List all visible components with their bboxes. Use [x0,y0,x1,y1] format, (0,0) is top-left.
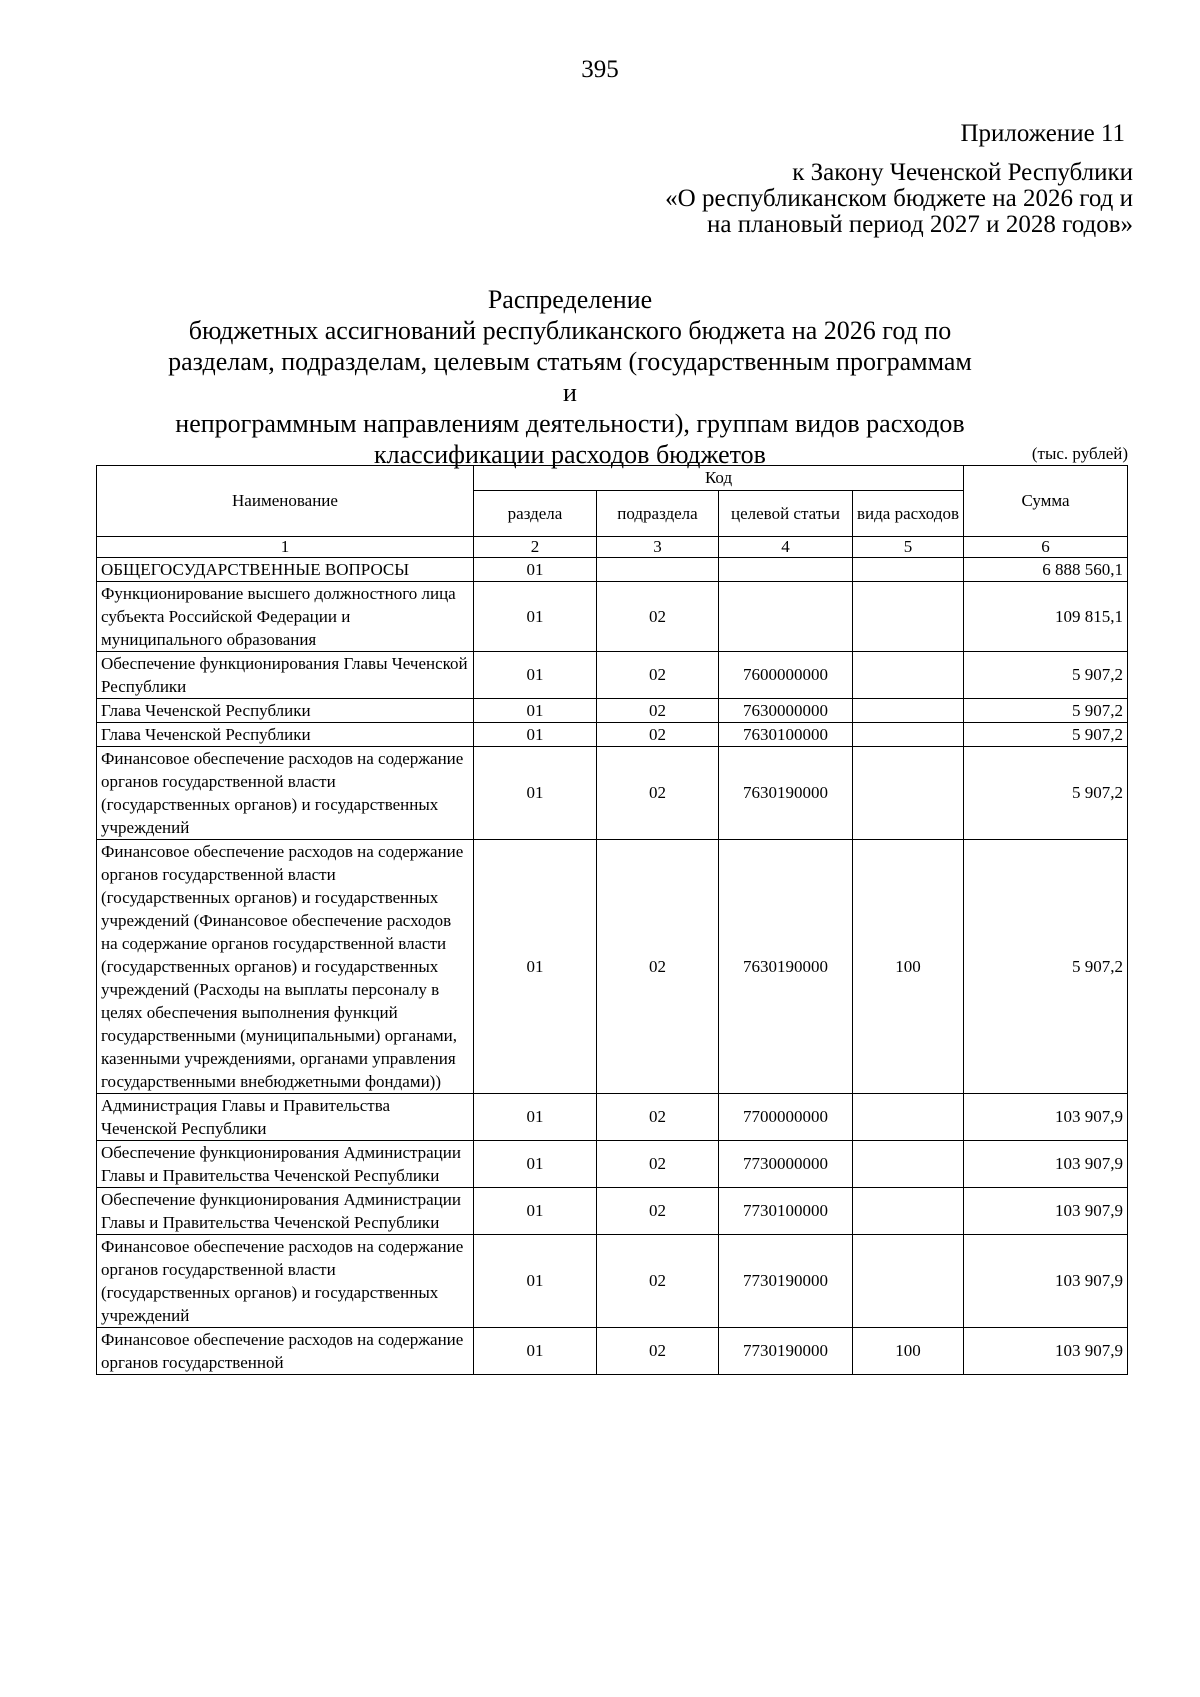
row-vid-rashodov [853,747,964,840]
row-celevoy-statya: 7630190000 [719,747,853,840]
row-vid-rashodov [853,558,964,582]
table-row [97,1141,1128,1188]
row-vid-rashodov [853,1235,964,1328]
row-vid-rashodov [853,723,964,747]
row-razdel: 01 [474,652,597,699]
row-vid-rashodov [853,699,964,723]
title-line: разделам, подразделам, целевым статьям (государственным программам и [168,347,972,407]
title-line: Распределение [487,285,653,314]
table-row [97,582,1128,652]
row-name: Финансовое обеспечение расходов на содержание органов государственной власти (государственных органов) и государственных учреждений (Финансовое обеспечение расходов на содержание органов государственной власти (государственных органов) и государственных учреждений (Расходы на выплаты персоналу в целях обеспечения выполнения функций государственными (муниципальными) органами, казенными учреждениями, органами управления государственными внебюджетными фондами)) [97,840,474,1094]
row-summa: 109 815,1 [964,582,1128,652]
row-podrazdel: 02 [597,1094,719,1141]
row-podrazdel: 02 [597,652,719,699]
row-name: Обеспечение функционирования Администрации Главы и Правительства Чеченской Республики [97,1188,474,1235]
row-podrazdel: 02 [597,723,719,747]
row-name: Обеспечение функционирования Администрации Главы и Правительства Чеченской Республики [97,1141,474,1188]
table-row [97,1188,1128,1235]
row-podrazdel: 02 [597,1328,719,1375]
row-summa: 5 907,2 [964,699,1128,723]
table-row [97,652,1128,699]
row-summa: 103 907,9 [964,1328,1128,1375]
row-podrazdel: 02 [597,582,719,652]
row-razdel: 01 [474,723,597,747]
header-name: Наименование [97,466,474,537]
row-summa: 103 907,9 [964,1094,1128,1141]
table-row [97,1235,1128,1328]
row-podrazdel [597,558,719,582]
table-row [97,723,1128,747]
row-vid-rashodov [853,1094,964,1141]
title-line: классификации расходов бюджетов [374,440,766,469]
row-razdel: 01 [474,747,597,840]
annex-label: Приложение 11 [960,120,1125,147]
header-celevoy: целевой статьи [719,491,853,537]
law-reference [665,160,1133,238]
row-vid-rashodov: 100 [853,1328,964,1375]
row-celevoy-statya: 7700000000 [719,1094,853,1141]
row-podrazdel: 02 [597,1235,719,1328]
row-razdel: 01 [474,1328,597,1375]
table-row [97,747,1128,840]
column-number: 6 [964,537,1128,558]
row-name: Финансовое обеспечение расходов на содержание органов государственной [97,1328,474,1375]
row-name: ОБЩЕГОСУДАРСТВЕННЫЕ ВОПРОСЫ [97,558,474,582]
row-name: Финансовое обеспечение расходов на содержание органов государственной власти (государственных органов) и государственных учреждений [97,747,474,840]
header-razdel: раздела [474,491,597,537]
table-body [97,537,1128,1375]
row-name: Администрация Главы и Правительства Чеченской Республики [97,1094,474,1141]
row-summa: 103 907,9 [964,1141,1128,1188]
page-number: 395 [581,56,619,83]
column-number: 4 [719,537,853,558]
row-name: Обеспечение функционирования Главы Чеченской Республики [97,652,474,699]
column-number: 2 [474,537,597,558]
row-vid-rashodov [853,582,964,652]
document-title [160,284,980,470]
law-line: к Закону Чеченской Республики [792,159,1133,186]
row-razdel: 01 [474,840,597,1094]
row-celevoy-statya: 7630190000 [719,840,853,1094]
row-celevoy-statya: 7630100000 [719,723,853,747]
budget-table [96,465,1128,1375]
row-summa: 103 907,9 [964,1235,1128,1328]
column-number: 5 [853,537,964,558]
header-code: Код [474,466,964,491]
header-sum: Сумма [964,466,1128,537]
table-row [97,840,1128,1094]
row-summa: 6 888 560,1 [964,558,1128,582]
row-vid-rashodov [853,1141,964,1188]
row-podrazdel: 02 [597,840,719,1094]
row-podrazdel: 02 [597,1141,719,1188]
row-razdel: 01 [474,699,597,723]
column-number-row [97,537,1128,558]
row-razdel: 01 [474,1235,597,1328]
table-row [97,1094,1128,1141]
row-celevoy-statya: 7600000000 [719,652,853,699]
row-name: Глава Чеченской Республики [97,723,474,747]
row-summa: 5 907,2 [964,747,1128,840]
row-celevoy-statya: 7730100000 [719,1188,853,1235]
table-header [97,466,1128,537]
row-vid-rashodov: 100 [853,840,964,1094]
row-vid-rashodov [853,652,964,699]
table-row [97,699,1128,723]
table-row [97,558,1128,582]
header-vid: вида расходов [853,491,964,537]
row-celevoy-statya [719,558,853,582]
row-vid-rashodov [853,1188,964,1235]
row-celevoy-statya: 7730190000 [719,1328,853,1375]
column-number: 3 [597,537,719,558]
row-summa: 5 907,2 [964,840,1128,1094]
row-podrazdel: 02 [597,1188,719,1235]
title-line: бюджетных ассигнований республиканского бюджета на 2026 год по [188,316,952,345]
row-celevoy-statya: 7730000000 [719,1141,853,1188]
row-celevoy-statya [719,582,853,652]
row-summa: 5 907,2 [964,723,1128,747]
row-name: Финансовое обеспечение расходов на содержание органов государственной власти (государственных органов) и государственных учреждений [97,1235,474,1328]
row-celevoy-statya: 7730190000 [719,1235,853,1328]
row-name: Функционирование высшего должностного лица субъекта Российской Федерации и муниципального образования [97,582,474,652]
row-razdel: 01 [474,1188,597,1235]
row-podrazdel: 02 [597,699,719,723]
row-razdel: 01 [474,1094,597,1141]
row-razdel: 01 [474,1141,597,1188]
row-podrazdel: 02 [597,747,719,840]
table-row [97,1328,1128,1375]
title-line: непрограммным направлениям деятельности), группам видов расходов [175,409,965,438]
law-line: на плановый период 2027 и 2028 годов» [707,211,1133,238]
row-celevoy-statya: 7630000000 [719,699,853,723]
row-summa: 5 907,2 [964,652,1128,699]
header-podrazdel: подраздела [597,491,719,537]
row-summa: 103 907,9 [964,1188,1128,1235]
law-line: «О республиканском бюджете на 2026 год и [665,185,1133,212]
row-razdel: 01 [474,582,597,652]
column-number: 1 [97,537,474,558]
row-name: Глава Чеченской Республики [97,699,474,723]
units-note: (тыс. рублей) [1031,444,1128,463]
row-razdel: 01 [474,558,597,582]
